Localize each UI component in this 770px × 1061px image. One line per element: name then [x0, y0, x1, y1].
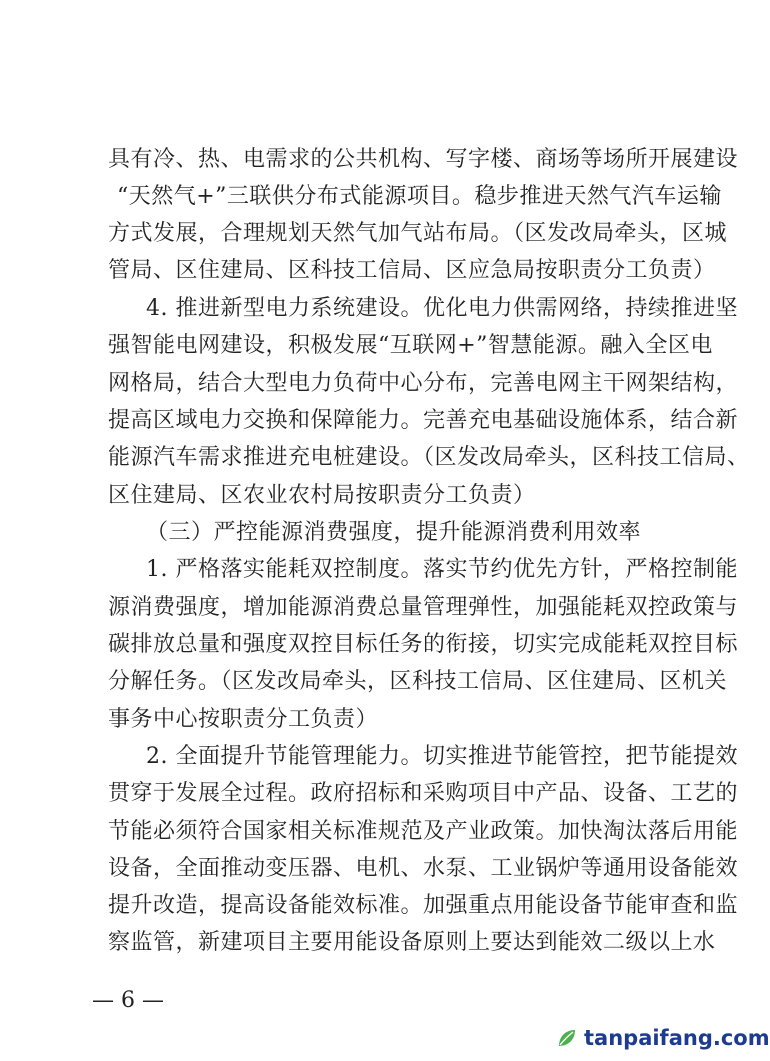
- body-text-line: 事务中心按职责分工负责）: [108, 707, 379, 732]
- body-text-line: 网格局，结合大型电力负荷中心分布，完善电网主干网架结构，: [108, 371, 739, 396]
- body-text-line: 碳排放总量和强度双控目标任务的衔接，切实完成能耗双控目标: [108, 632, 739, 657]
- leaf-logo-icon: [556, 1027, 578, 1049]
- watermark-text: tanpaifang.com: [584, 1026, 770, 1050]
- paragraph-heading-4: 4. 推进新型电力系统建设。优化电力供需网络，持续推进坚: [146, 296, 738, 321]
- body-text-line: 管局、区住建局、区科技工信局、区应急局按职责分工负责）: [108, 258, 716, 283]
- body-text-line: 贯穿于发展全过程。政府招标和采购项目中产品、设备、工艺的: [108, 781, 739, 806]
- watermark: [556, 1023, 770, 1053]
- paragraph-heading-2: 2. 全面提升节能管理能力。切实推进节能管控，把节能提效: [146, 744, 738, 769]
- page-number: — 6 —: [92, 988, 164, 1013]
- body-text-line: 方式发展，合理规划天然气加气站布局。（区发改局牵头，区城: [108, 221, 728, 246]
- body-text-line: 察监管，新建项目主要用能设备原则上要达到能效二级以上水: [108, 930, 716, 955]
- body-text-line: 分解任务。（区发改局牵头，区科技工信局、区住建局、区机关: [108, 669, 728, 694]
- body-text-line: 提升改造，提高设备能效标准。加强重点用能设备节能审查和监: [108, 893, 739, 918]
- body-text-line: 具有冷、热、电需求的公共机构、写字楼、商场等场所开展建设: [108, 147, 739, 172]
- body-text-line: 节能必须符合国家相关标准规范及产业政策。加快淘汰落后用能: [108, 819, 739, 844]
- body-text-line: 提高区域电力交换和保障能力。完善充电基础设施体系，结合新: [108, 408, 739, 433]
- body-text-line: 区住建局、区农业农村局按职责分工负责）: [108, 483, 536, 508]
- paragraph-heading-1: 1. 严格落实能耗双控制度。落实节约优先方针，严格控制能: [146, 557, 738, 582]
- body-text-line: “天然气+”三联供分布式能源项目。稳步推进天然气汽车运输: [117, 184, 722, 209]
- section-heading: （三）严控能源消费强度，提升能源消费利用效率: [146, 520, 642, 545]
- body-text-line: 能源汽车需求推进充电桩建设。（区发改局牵头，区科技工信局、: [108, 445, 750, 470]
- body-text-line: 设备，全面推动变压器、电机、水泵、工业锅炉等通用设备能效: [108, 856, 739, 881]
- body-text-line: 强智能电网建设，积极发展“互联网+”智慧能源。融入全区电: [108, 333, 713, 358]
- body-text-line: 源消费强度，增加能源消费总量管理弹性，加强能耗双控政策与: [108, 595, 739, 620]
